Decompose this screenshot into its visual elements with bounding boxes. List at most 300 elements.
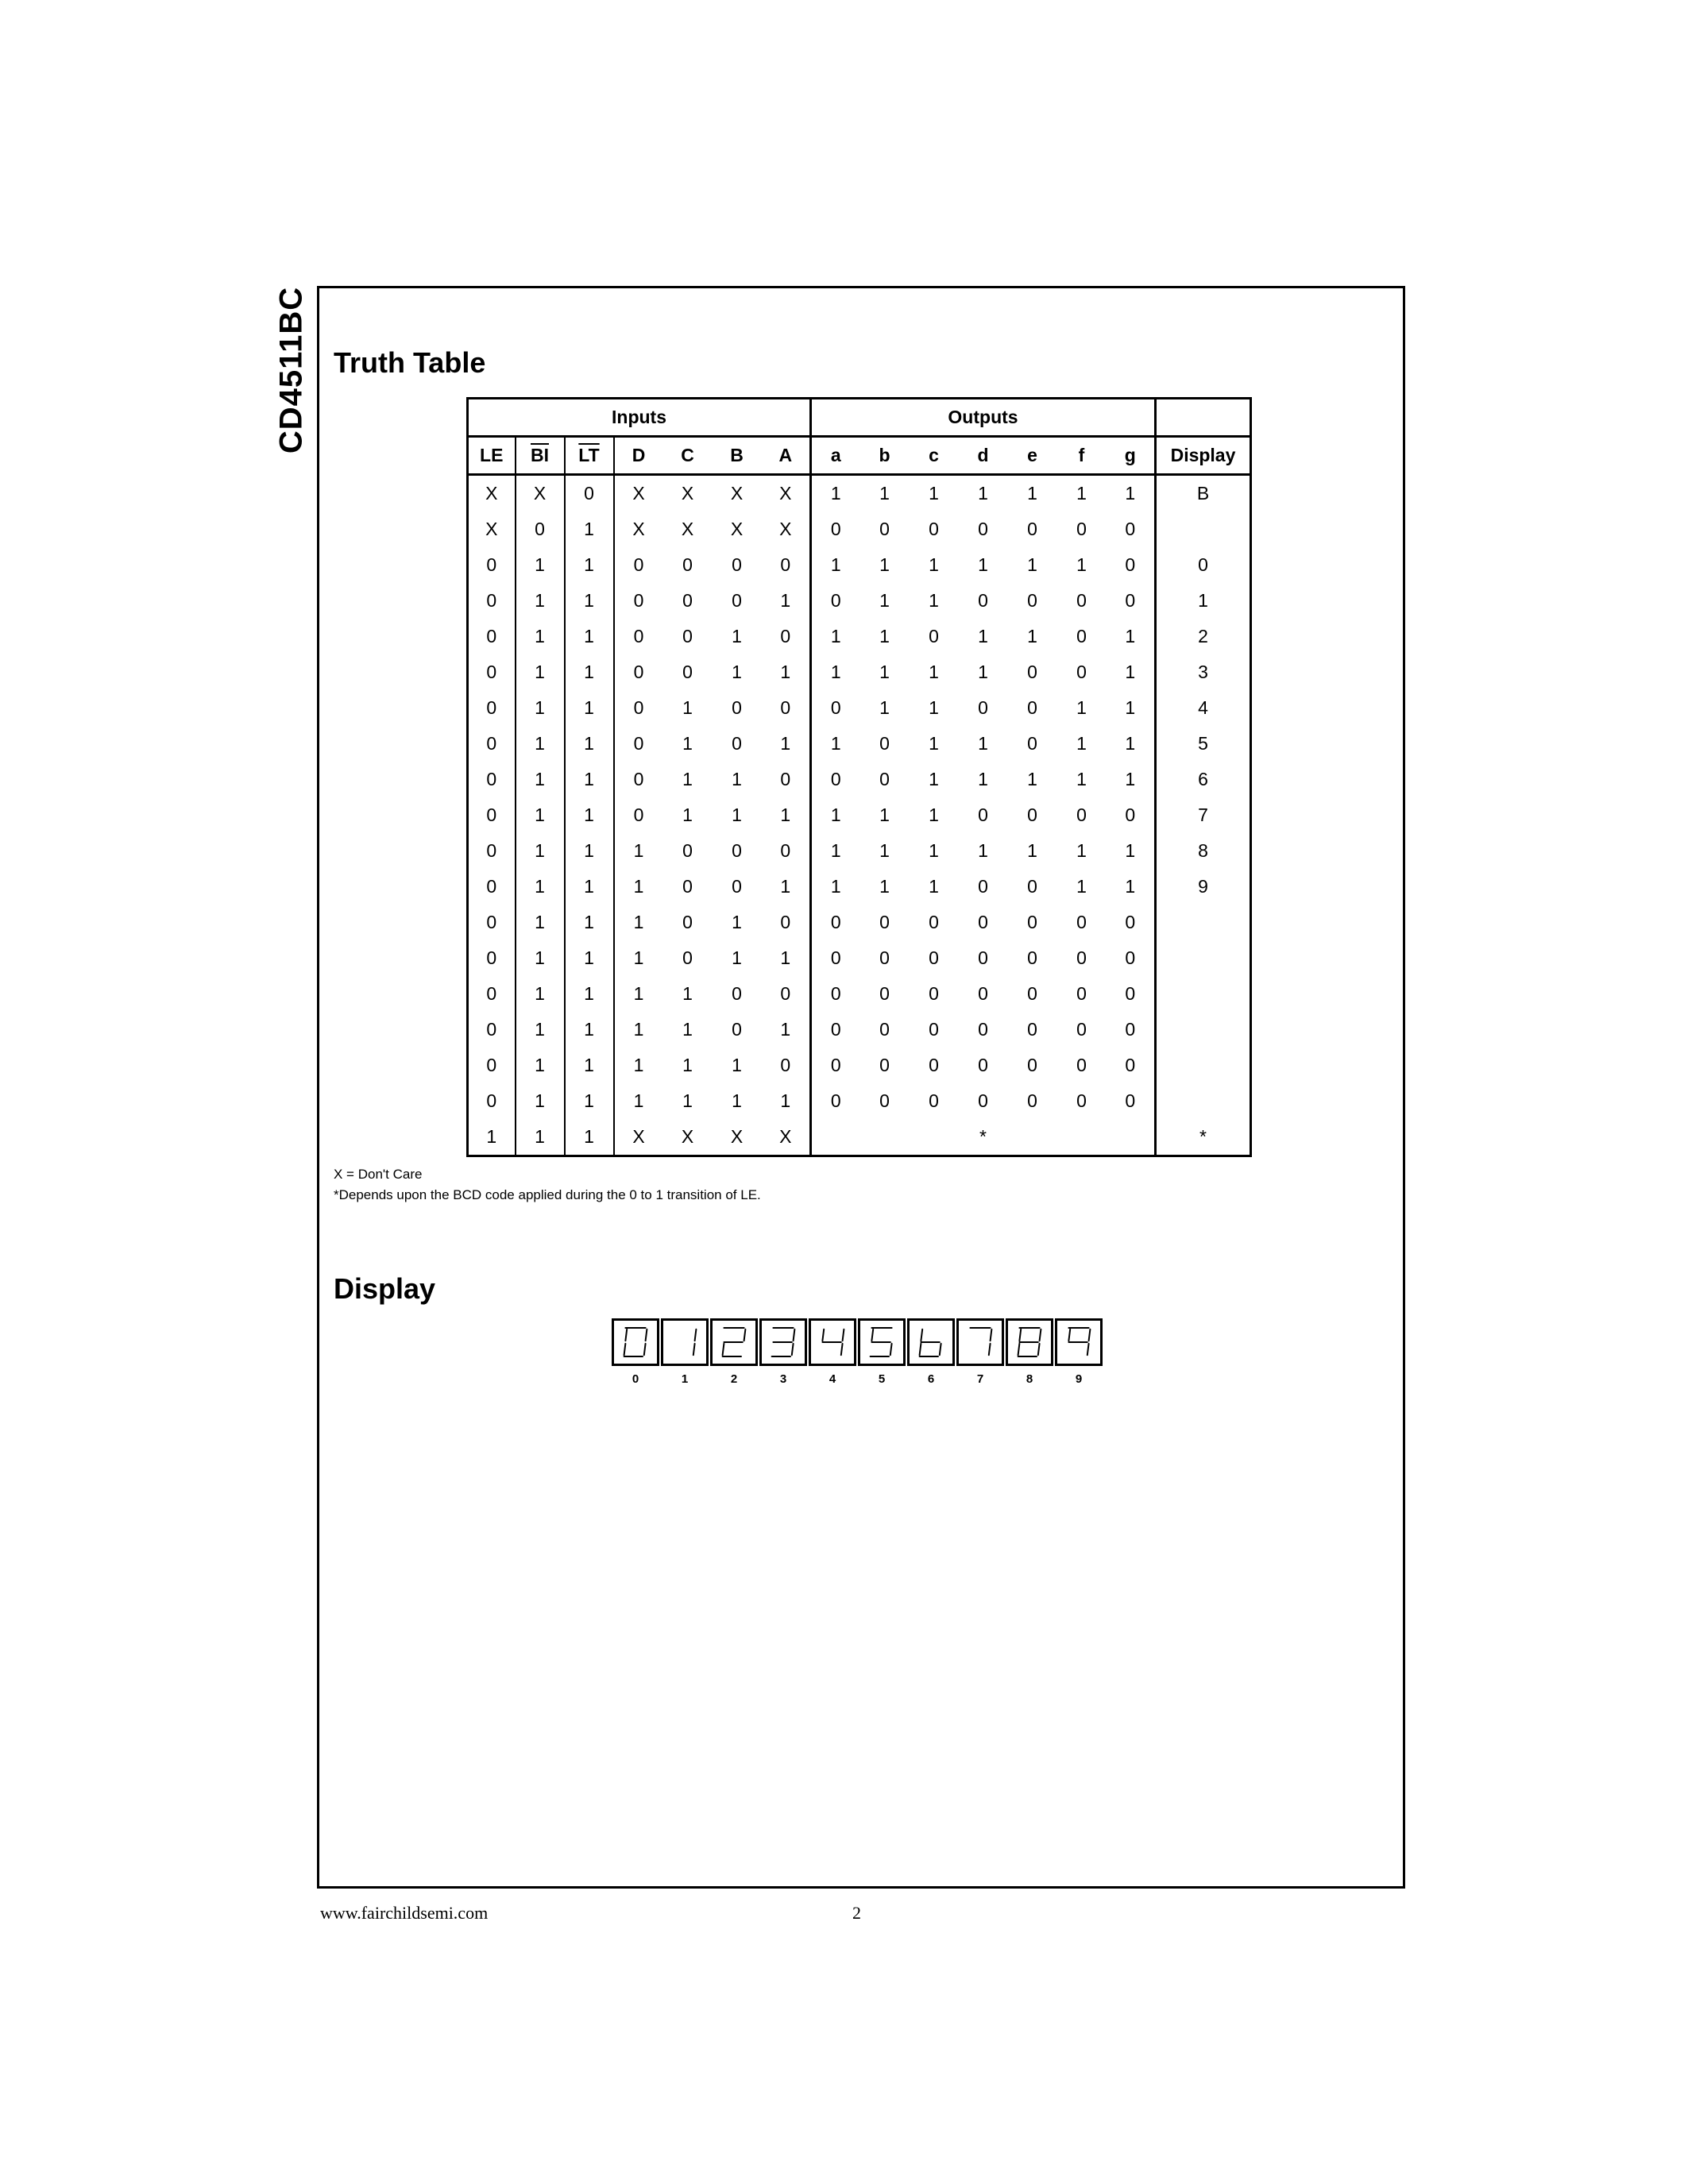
table-cell: 0 bbox=[1076, 626, 1087, 646]
part-number-text: CD4511BC bbox=[273, 286, 309, 454]
segment-f bbox=[1019, 1329, 1021, 1341]
digit-caption: 8 bbox=[1026, 1372, 1033, 1386]
table-cell: 1 bbox=[565, 905, 614, 940]
table-cell: 1 bbox=[978, 483, 988, 504]
table-cell bbox=[1156, 1012, 1251, 1048]
seven-segment-digit bbox=[1055, 1318, 1103, 1366]
table-cell: 0 bbox=[780, 1055, 791, 1075]
table-cell: 1 bbox=[879, 840, 890, 861]
table-cell: 1 bbox=[732, 769, 742, 789]
table-cell: 0 bbox=[978, 697, 988, 718]
table-cell: 0 bbox=[1027, 1090, 1037, 1111]
table-cell: 1 bbox=[879, 483, 890, 504]
table-cell: 1 bbox=[978, 733, 988, 754]
table-cell: 0 bbox=[1027, 662, 1037, 682]
table-cell: 1 bbox=[565, 833, 614, 869]
table-cell: 1 bbox=[1027, 554, 1037, 575]
table-cell: 0 bbox=[879, 1055, 890, 1075]
table-cell: 0 bbox=[811, 940, 860, 976]
digit-caption: 3 bbox=[779, 1372, 787, 1386]
table-cell: 0 bbox=[633, 626, 644, 646]
segment-b bbox=[843, 1329, 844, 1341]
table-cell: 1 bbox=[516, 583, 565, 619]
table-cell: 0 bbox=[879, 912, 890, 932]
table-cell: 1 bbox=[1125, 697, 1136, 718]
table-cell: 1 bbox=[1125, 662, 1136, 682]
segment-c bbox=[989, 1344, 991, 1355]
segment-e bbox=[920, 1344, 921, 1355]
table-cell: 1 bbox=[633, 912, 644, 932]
table-cell: X bbox=[516, 475, 565, 512]
table-cell: 1 bbox=[1125, 626, 1136, 646]
table-cell: 1 bbox=[1076, 876, 1087, 897]
segment-b bbox=[695, 1329, 697, 1341]
table-cell: 0 bbox=[1027, 1055, 1037, 1075]
table-cell: X bbox=[681, 519, 694, 539]
table-cell: 0 bbox=[516, 511, 565, 547]
table-cell: 0 bbox=[633, 769, 644, 789]
table-cell: 0 bbox=[1027, 519, 1037, 539]
table-cell: 1 bbox=[1076, 554, 1087, 575]
table-cell: 0 bbox=[978, 1055, 988, 1075]
table-cell: 5 bbox=[1156, 726, 1251, 762]
segment-e bbox=[624, 1344, 626, 1355]
table-cell: 1 bbox=[516, 940, 565, 976]
table-cell: 0 bbox=[468, 1048, 516, 1083]
segment-c bbox=[1038, 1344, 1040, 1355]
table-row bbox=[468, 1119, 1251, 1156]
segment-c bbox=[890, 1344, 892, 1355]
table-cell: 0 bbox=[1156, 547, 1251, 583]
table-cell: 0 bbox=[1125, 1055, 1136, 1075]
table-cell: 0 bbox=[811, 583, 860, 619]
table-row bbox=[468, 869, 1251, 905]
table-cell: 0 bbox=[633, 662, 644, 682]
segment-f bbox=[1068, 1329, 1070, 1341]
column-header: $\overline{BI}$ bbox=[516, 437, 565, 475]
table-cell: 0 bbox=[565, 475, 614, 512]
table-cell: 1 bbox=[516, 1012, 565, 1048]
outputs-group-header: Outputs bbox=[811, 399, 1156, 437]
table-row bbox=[468, 726, 1251, 762]
table-cell: 0 bbox=[633, 805, 644, 825]
table-cell: 0 bbox=[468, 797, 516, 833]
table-row bbox=[468, 690, 1251, 726]
table-cell: 1 bbox=[1027, 840, 1037, 861]
table-cell: 1 bbox=[811, 869, 860, 905]
table-cell: 0 bbox=[978, 1090, 988, 1111]
digit-caption: 5 bbox=[878, 1372, 886, 1386]
display-title: Display bbox=[334, 1272, 436, 1305]
table-cell: 3 bbox=[1156, 654, 1251, 690]
table-cell: 0 bbox=[1125, 805, 1136, 825]
table-cell: 1 bbox=[1076, 769, 1087, 789]
digit-caption: 9 bbox=[1075, 1372, 1083, 1386]
table-cell: 1 bbox=[879, 805, 890, 825]
table-cell: 1 bbox=[780, 1090, 791, 1111]
table-cell: 0 bbox=[811, 1048, 860, 1083]
table-cell: 1 bbox=[780, 1019, 791, 1040]
digit-caption: 6 bbox=[927, 1372, 935, 1386]
table-cell: 0 bbox=[1027, 876, 1037, 897]
table-cell: 1 bbox=[732, 947, 742, 968]
segment-f bbox=[871, 1329, 873, 1341]
table-cell: 0 bbox=[978, 590, 988, 611]
column-header: B bbox=[730, 445, 744, 465]
table-cell: 1 bbox=[468, 1119, 516, 1156]
table-cell: 1 bbox=[516, 762, 565, 797]
table-cell: 1 bbox=[516, 1048, 565, 1083]
table-cell: 1 bbox=[811, 619, 860, 654]
table-cell: 1 bbox=[565, 762, 614, 797]
table-cell: 1 bbox=[633, 1055, 644, 1075]
table-cell: 0 bbox=[1076, 1055, 1087, 1075]
table-cell: 1 bbox=[929, 876, 939, 897]
table-cell: 1 bbox=[929, 483, 939, 504]
seven-segment-digit bbox=[1006, 1318, 1053, 1366]
table-cell: 0 bbox=[468, 833, 516, 869]
table-row bbox=[468, 583, 1251, 619]
table-cell: 1 bbox=[732, 1055, 742, 1075]
table-cell: 1 bbox=[811, 547, 860, 583]
table-cell: 0 bbox=[1125, 554, 1136, 575]
table-row bbox=[468, 1012, 1251, 1048]
table-cell: 1 bbox=[633, 947, 644, 968]
table-cell: 1 bbox=[682, 805, 693, 825]
table-cell: X bbox=[468, 511, 516, 547]
segment-b bbox=[744, 1329, 746, 1341]
table-cell bbox=[1156, 1083, 1251, 1119]
table-cell: 1 bbox=[879, 697, 890, 718]
table-cell: 1 bbox=[929, 840, 939, 861]
table-cell: 1 bbox=[732, 805, 742, 825]
segment-b bbox=[991, 1329, 992, 1341]
table-cell bbox=[1156, 1048, 1251, 1083]
table-cell: 0 bbox=[1125, 1090, 1136, 1111]
table-cell: 1 bbox=[633, 1019, 644, 1040]
digit-caption: 1 bbox=[681, 1372, 689, 1386]
table-cell: 0 bbox=[1027, 733, 1037, 754]
table-cell: 0 bbox=[780, 626, 791, 646]
segment-e bbox=[1018, 1344, 1020, 1355]
table-cell bbox=[1156, 905, 1251, 940]
table-cell: X bbox=[632, 1126, 645, 1147]
table-cell: 0 bbox=[1076, 805, 1087, 825]
part-number-vertical bbox=[268, 286, 315, 454]
seven-segment-digit bbox=[858, 1318, 906, 1366]
table-cell: 1 bbox=[978, 554, 988, 575]
table-cell: 4 bbox=[1156, 690, 1251, 726]
table-cell: 1 bbox=[516, 654, 565, 690]
table-row bbox=[468, 619, 1251, 654]
table-cell: 0 bbox=[879, 1019, 890, 1040]
table-cell: 0 bbox=[978, 519, 988, 539]
table-cell: 0 bbox=[1125, 983, 1136, 1004]
table-cell: 0 bbox=[879, 983, 890, 1004]
table-cell: 0 bbox=[732, 983, 742, 1004]
table-cell: 0 bbox=[732, 590, 742, 611]
table-cell: 0 bbox=[811, 762, 860, 797]
column-header: e bbox=[1027, 445, 1037, 465]
digit-caption: 2 bbox=[730, 1372, 738, 1386]
footer-page-number: 2 bbox=[852, 1903, 861, 1923]
table-cell: 0 bbox=[780, 554, 791, 575]
table-cell: X bbox=[632, 519, 645, 539]
table-cell: 0 bbox=[732, 1019, 742, 1040]
table-cell: 0 bbox=[1076, 912, 1087, 932]
table-cell: 1 bbox=[1027, 626, 1037, 646]
segment-c bbox=[644, 1344, 646, 1355]
segment-b bbox=[1089, 1329, 1091, 1341]
table-cell: 1 bbox=[565, 1048, 614, 1083]
seven-segment-display-strip bbox=[612, 1318, 1104, 1386]
table-cell: 1 bbox=[929, 805, 939, 825]
table-cell: 0 bbox=[879, 769, 890, 789]
table-cell: 0 bbox=[1027, 590, 1037, 611]
table-cell: 1 bbox=[879, 876, 890, 897]
table-cell: 1 bbox=[1125, 483, 1136, 504]
table-row bbox=[468, 797, 1251, 833]
table-cell: 0 bbox=[1125, 590, 1136, 611]
table-cell: 1 bbox=[516, 833, 565, 869]
table-row bbox=[468, 762, 1251, 797]
table-cell: X bbox=[681, 1126, 694, 1147]
table-row bbox=[468, 1048, 1251, 1083]
table-cell: 0 bbox=[811, 976, 860, 1012]
table-cell: 1 bbox=[732, 912, 742, 932]
table-row bbox=[468, 833, 1251, 869]
table-cell: 0 bbox=[1027, 1019, 1037, 1040]
table-cell: 0 bbox=[468, 905, 516, 940]
table-cell: 0 bbox=[879, 947, 890, 968]
table-cell: 0 bbox=[811, 1083, 860, 1119]
table-cell: 0 bbox=[1125, 912, 1136, 932]
table-cell: 0 bbox=[929, 1055, 939, 1075]
table-cell: 0 bbox=[633, 590, 644, 611]
table-cell: X bbox=[779, 1126, 792, 1147]
table-cell: 1 bbox=[929, 733, 939, 754]
table-cell: 0 bbox=[1125, 519, 1136, 539]
table-cell: 1 bbox=[811, 475, 860, 512]
table-cell: 1 bbox=[565, 654, 614, 690]
table-cell: 0 bbox=[811, 1012, 860, 1048]
column-header: A bbox=[778, 445, 793, 465]
table-cell: 0 bbox=[1076, 590, 1087, 611]
table-cell: 1 bbox=[879, 662, 890, 682]
table-cell: 0 bbox=[811, 690, 860, 726]
table-cell: 0 bbox=[468, 726, 516, 762]
table-cell: 0 bbox=[732, 840, 742, 861]
table-cell: 1 bbox=[1027, 483, 1037, 504]
table-cell: 1 bbox=[1027, 769, 1037, 789]
table-cell: 1 bbox=[565, 726, 614, 762]
seven-segment-digit bbox=[710, 1318, 758, 1366]
table-cell bbox=[1156, 940, 1251, 976]
segment-f bbox=[822, 1329, 824, 1341]
table-cell: 1 bbox=[633, 840, 644, 861]
seven-segment-digit bbox=[661, 1318, 709, 1366]
table-cell: 0 bbox=[978, 947, 988, 968]
table-cell: 0 bbox=[879, 1090, 890, 1111]
digit-caption: 7 bbox=[976, 1372, 984, 1386]
segment-b bbox=[794, 1329, 795, 1341]
table-row bbox=[468, 940, 1251, 976]
segment-c bbox=[693, 1344, 695, 1355]
table-cell bbox=[1156, 976, 1251, 1012]
table-cell: 0 bbox=[780, 697, 791, 718]
table-cell: 0 bbox=[682, 947, 693, 968]
table-cell: 0 bbox=[1125, 1019, 1136, 1040]
table-cell: 1 bbox=[780, 733, 791, 754]
column-header: f bbox=[1078, 445, 1085, 465]
table-cell: 0 bbox=[633, 697, 644, 718]
table-cell: 8 bbox=[1156, 833, 1251, 869]
table-cell: 1 bbox=[780, 662, 791, 682]
column-header: g bbox=[1124, 445, 1136, 465]
table-cell: X bbox=[779, 483, 792, 504]
segment-b bbox=[1040, 1329, 1041, 1341]
table-cell: X bbox=[681, 483, 694, 504]
table-cell: 1 bbox=[682, 769, 693, 789]
segment-c bbox=[1087, 1344, 1089, 1355]
table-cell: 0 bbox=[929, 983, 939, 1004]
table-cell: 0 bbox=[468, 547, 516, 583]
table-cell: 0 bbox=[929, 1019, 939, 1040]
truth-table-notes bbox=[334, 1164, 761, 1206]
table-cell: 0 bbox=[978, 983, 988, 1004]
note-dont-care: X = Don't Care bbox=[334, 1167, 423, 1182]
table-cell: 1 bbox=[516, 905, 565, 940]
table-cell: 0 bbox=[929, 947, 939, 968]
table-cell: 0 bbox=[1027, 912, 1037, 932]
table-cell: 1 bbox=[565, 1119, 614, 1156]
table-cell: 1 bbox=[633, 876, 644, 897]
column-header: a bbox=[811, 437, 860, 475]
table-cell: 9 bbox=[1156, 869, 1251, 905]
table-cell: 1 bbox=[780, 590, 791, 611]
table-cell: 0 bbox=[682, 876, 693, 897]
table-cell: 0 bbox=[468, 654, 516, 690]
segment-c bbox=[841, 1344, 843, 1355]
table-cell: 0 bbox=[633, 554, 644, 575]
table-cell: 1 bbox=[516, 726, 565, 762]
table-cell: 0 bbox=[929, 519, 939, 539]
table-cell: 0 bbox=[468, 976, 516, 1012]
table-cell: 1 bbox=[879, 590, 890, 611]
table-cell: 1 bbox=[732, 662, 742, 682]
table-cell: 1 bbox=[633, 1090, 644, 1111]
table-cell: 0 bbox=[1027, 983, 1037, 1004]
column-header: D bbox=[632, 445, 646, 465]
seven-segment-digit bbox=[956, 1318, 1004, 1366]
table-cell: 1 bbox=[780, 947, 791, 968]
table-cell: X bbox=[730, 483, 744, 504]
table-cell: 0 bbox=[468, 690, 516, 726]
table-cell: 1 bbox=[516, 1119, 565, 1156]
table-cell: 1 bbox=[516, 976, 565, 1012]
table-cell: 1 bbox=[633, 983, 644, 1004]
table-cell: 1 bbox=[879, 626, 890, 646]
table-row bbox=[468, 654, 1251, 690]
table-cell: 0 bbox=[978, 912, 988, 932]
table-cell: 1 bbox=[682, 1019, 693, 1040]
table-cell: 1 bbox=[811, 726, 860, 762]
table-cell: 6 bbox=[1156, 762, 1251, 797]
table-cell: X bbox=[730, 519, 744, 539]
column-header: LE bbox=[468, 437, 516, 475]
table-row bbox=[468, 1083, 1251, 1119]
table-cell: 1 bbox=[780, 805, 791, 825]
table-cell: 1 bbox=[811, 654, 860, 690]
table-cell: 0 bbox=[1076, 1019, 1087, 1040]
table-cell: 1 bbox=[565, 869, 614, 905]
table-cell: 1 bbox=[565, 583, 614, 619]
table-cell: 0 bbox=[1076, 1090, 1087, 1111]
table-cell: 1 bbox=[1125, 769, 1136, 789]
table-cell: 0 bbox=[929, 1090, 939, 1111]
table-cell: 1 bbox=[929, 697, 939, 718]
note-bcd-code: *Depends upon the BCD code applied during the 0 to 1 transition of LE. bbox=[334, 1187, 761, 1202]
table-cell: 0 bbox=[1076, 983, 1087, 1004]
table-cell: 1 bbox=[565, 547, 614, 583]
table-cell: 0 bbox=[468, 762, 516, 797]
inputs-group-header: Inputs bbox=[612, 407, 666, 427]
table-cell: 1 bbox=[565, 1083, 614, 1119]
table-cell: 1 bbox=[565, 940, 614, 976]
table-cell: 1 bbox=[516, 1083, 565, 1119]
table-cell: 1 bbox=[929, 554, 939, 575]
table-cell: 0 bbox=[468, 619, 516, 654]
table-cell: 1 bbox=[682, 697, 693, 718]
table-cell: 0 bbox=[929, 626, 939, 646]
footer-url: www.fairchildsemi.com bbox=[320, 1903, 489, 1923]
table-cell: 1 bbox=[1076, 840, 1087, 861]
table-cell: 1 bbox=[1125, 876, 1136, 897]
table-cell: 0 bbox=[468, 1083, 516, 1119]
table-cell: 1 bbox=[929, 769, 939, 789]
column-header: d bbox=[977, 445, 989, 465]
table-cell: 0 bbox=[811, 511, 860, 547]
column-header: $\overline{LT}$ bbox=[565, 437, 614, 475]
table-cell: 1 bbox=[516, 547, 565, 583]
table-cell: 1 bbox=[565, 511, 614, 547]
table-cell: B bbox=[1156, 475, 1251, 512]
table-cell: 0 bbox=[978, 805, 988, 825]
table-cell: 1 bbox=[565, 690, 614, 726]
table-cell: 1 bbox=[516, 619, 565, 654]
column-header: c bbox=[929, 445, 939, 465]
table-cell: X bbox=[468, 475, 516, 512]
table-cell: 1 bbox=[1076, 697, 1087, 718]
table-cell: 0 bbox=[468, 869, 516, 905]
table-cell: 1 bbox=[978, 626, 988, 646]
truth-table-title: Truth Table bbox=[334, 346, 486, 379]
table-cell: 0 bbox=[780, 840, 791, 861]
table-cell: 0 bbox=[682, 662, 693, 682]
table-cell bbox=[1156, 511, 1251, 547]
table-cell: 1 bbox=[1076, 483, 1087, 504]
table-cell: 1 bbox=[565, 1012, 614, 1048]
table-cell: 2 bbox=[1156, 619, 1251, 654]
table-cell: 1 bbox=[682, 983, 693, 1004]
table-row bbox=[468, 905, 1251, 940]
digit-caption: 4 bbox=[829, 1372, 836, 1386]
table-cell-outputs-latched: * bbox=[811, 1119, 1156, 1156]
table-cell: 0 bbox=[1076, 662, 1087, 682]
table-cell: 1 bbox=[780, 876, 791, 897]
table-cell: 0 bbox=[633, 733, 644, 754]
table-cell: 0 bbox=[682, 626, 693, 646]
